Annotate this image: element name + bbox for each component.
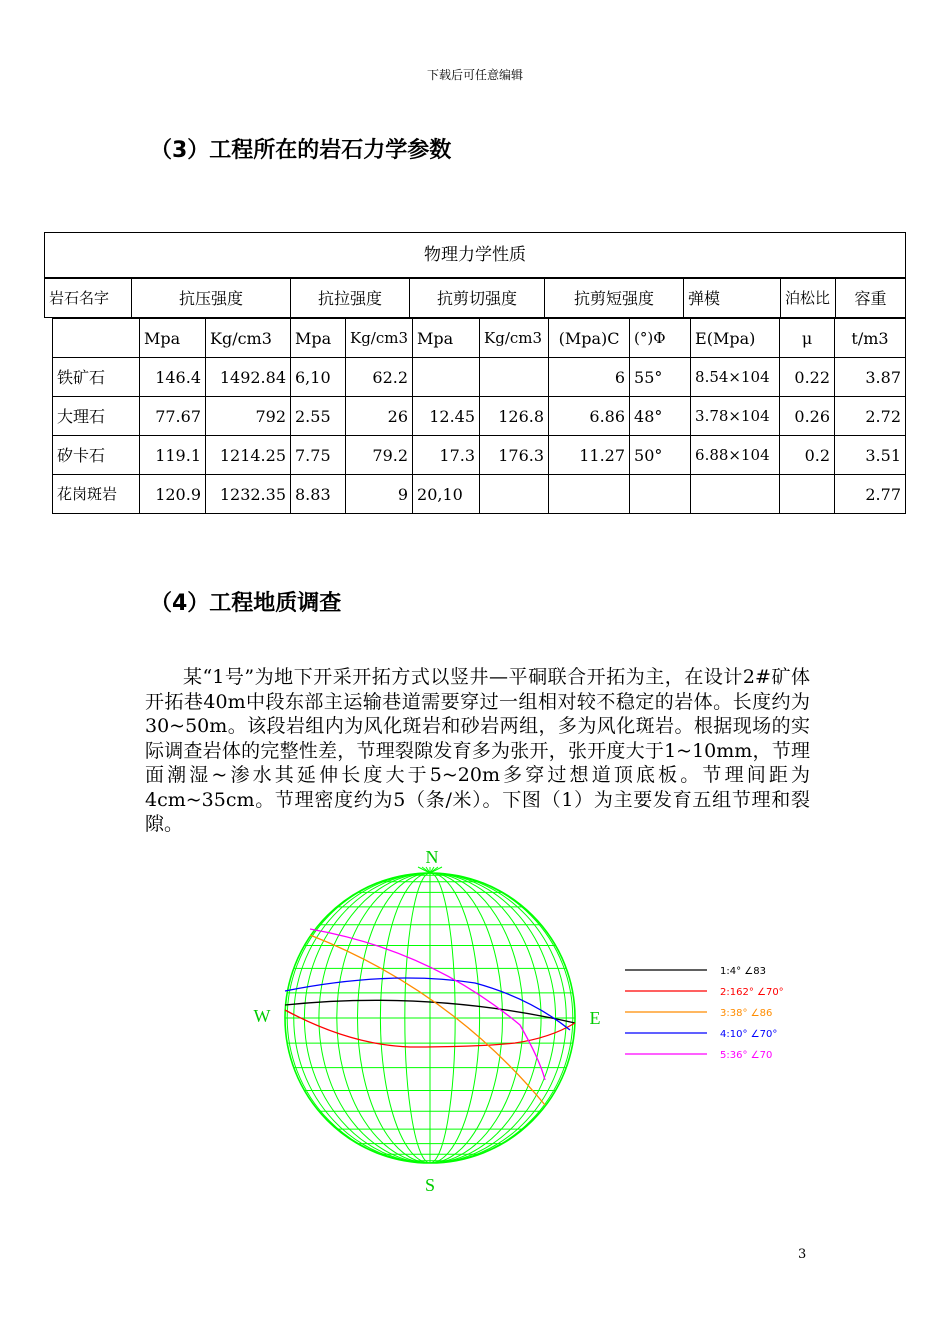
header-modulus: 弹模 — [684, 279, 781, 318]
west-label: W — [253, 1006, 271, 1026]
cell: 9 — [346, 475, 413, 514]
header-short-shear: 抗剪短强度 — [545, 279, 684, 318]
table-header-row — [44, 278, 906, 318]
table-row — [53, 436, 906, 475]
cell: 6.88×104 — [691, 436, 780, 475]
unit-cell: Mpa — [291, 319, 346, 358]
cell: 1214.25 — [206, 436, 291, 475]
table-row — [53, 397, 906, 436]
cell: 6,10 — [291, 358, 346, 397]
cell: 2.55 — [291, 397, 346, 436]
cell: 77.67 — [140, 397, 206, 436]
cell: 1232.35 — [206, 475, 291, 514]
rock-name: 大理石 — [53, 397, 140, 436]
paragraph-text: 某“1号”为地下开采开拓方式以竖井—平硐联合开拓为主，在设计2#矿体开拓巷40m中段东部主运输巷道需要穿过一组相对较不稳定的岩体。长度约为30~50m。该段岩组内为风化斑岩和砂岩两组，多为风化斑岩。根据现场的实际调查岩体的完整性差，节理裂隙发育多为张开，张开度大于1~10mm，节理面潮湿~渗水其延伸长度大于5~20m多穿过想道顶底板。节理间距为4cm~35cm。节理密度约为5（条/米）。下图（1）为主要发育五组节理和裂隙。 — [145, 666, 810, 835]
cell: 2.77 — [835, 475, 906, 514]
section-4-title: （4）工程地质调查 — [150, 591, 342, 616]
page-header: 下载后可任意编辑 — [426, 68, 523, 82]
header-unit-weight: 容重 — [836, 279, 906, 318]
header-poisson: 泊松比 — [781, 279, 836, 318]
cell: 176.3 — [480, 436, 549, 475]
unit-cell: Mpa — [140, 319, 206, 358]
table-row — [53, 358, 906, 397]
cell: 3.78×104 — [691, 397, 780, 436]
north-label: N — [425, 847, 439, 867]
header-tensile: 抗拉强度 — [291, 279, 410, 318]
joint-trace — [310, 929, 545, 1080]
header-rock-name: 岩石名字 — [45, 279, 132, 318]
unit-cell: (Mpa)C — [549, 319, 630, 358]
legend-label: 2:162° ∠70° — [720, 987, 784, 998]
section-3-title: （3）工程所在的岩石力学参数 — [150, 138, 452, 163]
cell: 119.1 — [140, 436, 206, 475]
table-super-header — [44, 232, 906, 278]
cell: 6 — [549, 358, 630, 397]
cell: 3.87 — [835, 358, 906, 397]
cell: 55° — [630, 358, 691, 397]
header-shear: 抗剪切强度 — [410, 279, 545, 318]
rock-name: 花岗斑岩 — [53, 475, 140, 514]
rock-name: 铁矿石 — [53, 358, 140, 397]
joint-trace — [285, 978, 570, 1030]
cell: 7.75 — [291, 436, 346, 475]
cell: 48° — [630, 397, 691, 436]
cell — [630, 475, 691, 514]
south-label: S — [424, 1175, 436, 1195]
cell: 26 — [346, 397, 413, 436]
units-row — [53, 319, 906, 358]
cell: 62.2 — [346, 358, 413, 397]
cell: 17.3 — [413, 436, 480, 475]
legend-label: 3:38° ∠86 — [720, 1008, 773, 1019]
cell — [549, 475, 630, 514]
cell: 146.4 — [140, 358, 206, 397]
cell — [413, 358, 480, 397]
cell: 20,10 — [413, 475, 480, 514]
cell — [480, 475, 549, 514]
cell: 11.27 — [549, 436, 630, 475]
unit-cell: Kg/cm3 — [206, 319, 291, 358]
unit-cell: Kg/cm3 — [346, 319, 413, 358]
unit-cell: E(Mpa) — [691, 319, 780, 358]
unit-cell: t/m3 — [835, 319, 906, 358]
cell: 8.83 — [291, 475, 346, 514]
unit-cell: μ — [780, 319, 835, 358]
cell — [480, 358, 549, 397]
cell: 8.54×104 — [691, 358, 780, 397]
cell: 2.72 — [835, 397, 906, 436]
unit-cell: Kg/cm3 — [480, 319, 549, 358]
page-number: 3 — [798, 1247, 807, 1262]
cell: 0.2 — [780, 436, 835, 475]
legend-label: 5:36° ∠70 — [720, 1050, 773, 1061]
cell: 50° — [630, 436, 691, 475]
header-compressive: 抗压强度 — [132, 279, 291, 318]
unit-cell: (°)Φ — [630, 319, 691, 358]
unit-cell: Mpa — [413, 319, 480, 358]
rock-mechanics-table — [52, 318, 906, 514]
stereonet-figure — [240, 840, 800, 1200]
cell: 12.45 — [413, 397, 480, 436]
table-row — [53, 475, 906, 514]
cell — [691, 475, 780, 514]
legend-label: 1:4° ∠83 — [720, 966, 766, 977]
super-header-cell: 物理力学性质 — [45, 233, 906, 278]
stereonet-grid — [285, 867, 575, 1163]
cell: 79.2 — [346, 436, 413, 475]
joint-legend — [625, 966, 784, 1061]
cell: 1492.84 — [206, 358, 291, 397]
cell: 126.8 — [480, 397, 549, 436]
east-label: E — [589, 1008, 601, 1028]
cell — [780, 475, 835, 514]
legend-label: 4:10° ∠70° — [720, 1029, 778, 1040]
cell: 0.22 — [780, 358, 835, 397]
cell: 120.9 — [140, 475, 206, 514]
cell: 792 — [206, 397, 291, 436]
cell: 6.86 — [549, 397, 630, 436]
cell: 0.26 — [780, 397, 835, 436]
survey-paragraph — [145, 665, 810, 837]
cell: 3.51 — [835, 436, 906, 475]
rock-name: 矽卡石 — [53, 436, 140, 475]
